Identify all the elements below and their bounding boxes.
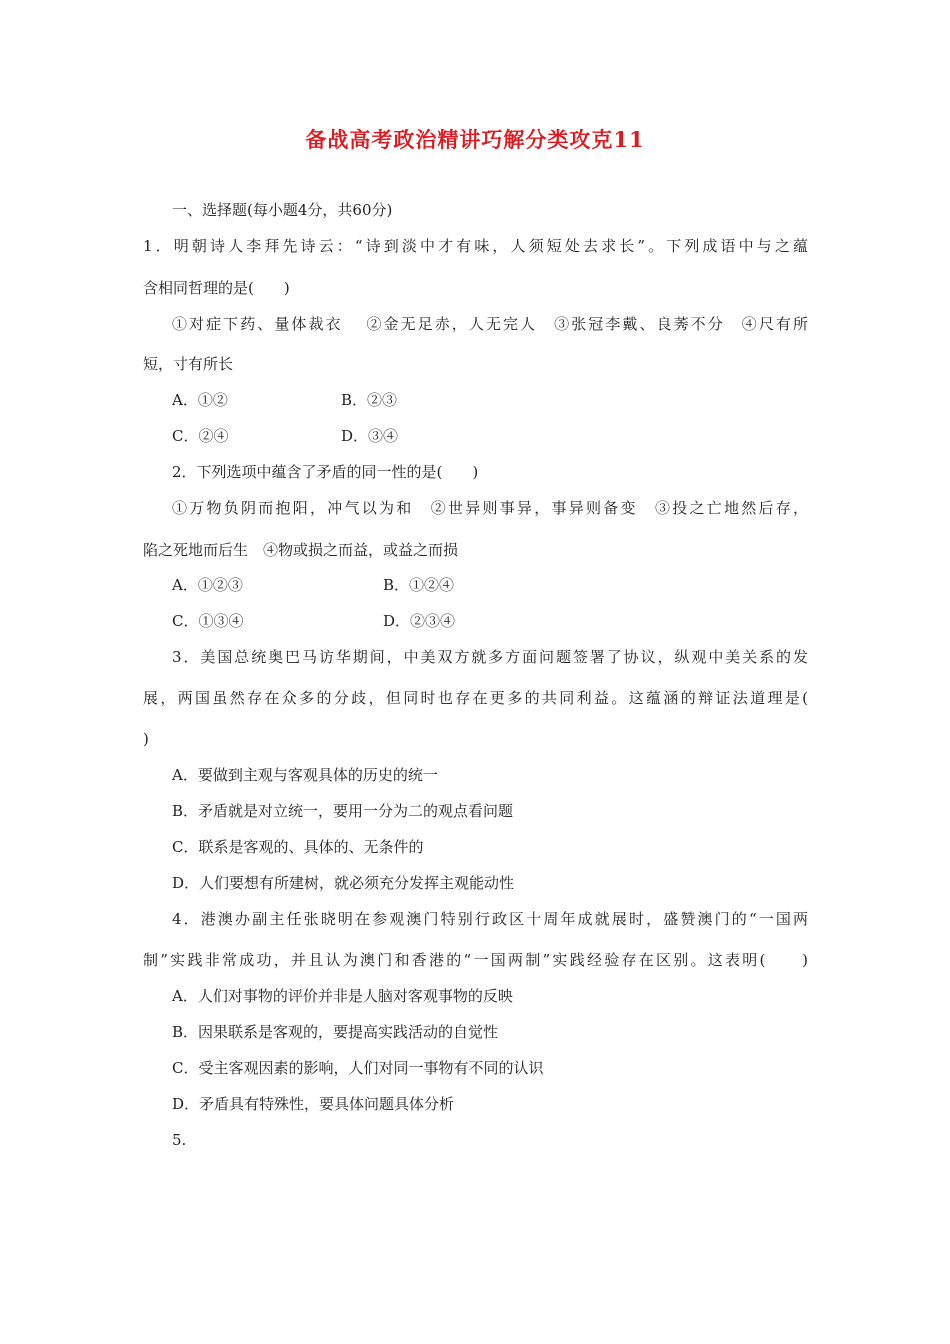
question-1-option-b: B．②③: [341, 391, 398, 409]
question-1-option-c: C．②④: [172, 427, 229, 445]
question-1-items-line-2: 短，寸有所长: [143, 355, 234, 373]
section-heading: 一、选择题(每小题4分，共60分): [172, 201, 393, 219]
question-3-option-d: D．人们要想有所建树，就必须充分发挥主观能动性: [172, 874, 515, 892]
question-2-items-line-1: ①万物负阴而抱阳，冲气以为和 ②世异则事异，事异则备变 ③投之亡地然后存，: [172, 499, 808, 517]
question-1-items-line-1: ①对症下药、量体裁衣 ②金无足赤，人无完人 ③张冠李戴、良莠不分 ④尺有所: [172, 315, 808, 333]
question-3-option-b: B．矛盾就是对立统一，要用一分为二的观点看问题: [172, 802, 514, 820]
question-3-stem-line-1: 3．美国总统奥巴马访华期间，中美双方就多方面问题签署了协议，纵观中美关系的发: [172, 648, 808, 666]
question-4-option-b: B．因果联系是客观的，要提高实践活动的自觉性: [172, 1023, 499, 1041]
question-1-option-a: A．①②: [172, 391, 228, 409]
question-2-option-d: D．②③④: [383, 612, 456, 630]
question-4-option-d: D．矛盾具有特殊性，要具体问题具体分析: [172, 1095, 455, 1113]
question-4-option-c: C．受主客观因素的影响，人们对同一事物有不同的认识: [172, 1059, 544, 1077]
question-2-items-line-2: 陷之死地而后生 ④物或损之而益，或益之而损: [143, 541, 459, 559]
question-3-option-a: A．要做到主观与客观具体的历史的统一: [172, 766, 438, 784]
question-1-stem-line-2: 含相同哲理的是( ): [143, 279, 290, 297]
question-4-stem-line-2: 制”实践非常成功，并且认为澳门和香港的“一国两制”实践经验存在区别。这表明( ): [143, 951, 808, 969]
question-1-option-d: D．③④: [341, 427, 399, 445]
question-2-stem-line-1: 2．下列选项中蕴含了矛盾的同一性的是( ): [172, 463, 479, 481]
question-2-option-b: B．①②④: [383, 576, 455, 594]
question-2-option-a: A．①②③: [172, 576, 243, 594]
question-2-option-c: C．①③④: [172, 612, 244, 630]
document-title: 备战高考政治精讲巧解分类攻克11: [305, 127, 645, 152]
question-4-option-a: A．人们对事物的评价并非是人脑对客观事物的反映: [172, 987, 513, 1005]
question-3-option-c: C．联系是客观的、具体的、无条件的: [172, 838, 424, 856]
question-1-stem-line-1: 1．明朝诗人李拜先诗云：“诗到淡中才有味，人须短处去求长”。下列成语中与之蕴: [143, 237, 808, 255]
question-4-stem-line-1: 4．港澳办副主任张晓明在参观澳门特别行政区十周年成就展时，盛赞澳门的“一国两: [172, 910, 808, 928]
question-3-stem-line-3: ): [143, 730, 149, 748]
question-5-stem-line-1: 5.: [172, 1131, 187, 1149]
question-3-stem-line-2: 展，两国虽然存在众多的分歧，但同时也存在更多的共同利益。这蕴涵的辩证法道理是(: [143, 689, 808, 707]
